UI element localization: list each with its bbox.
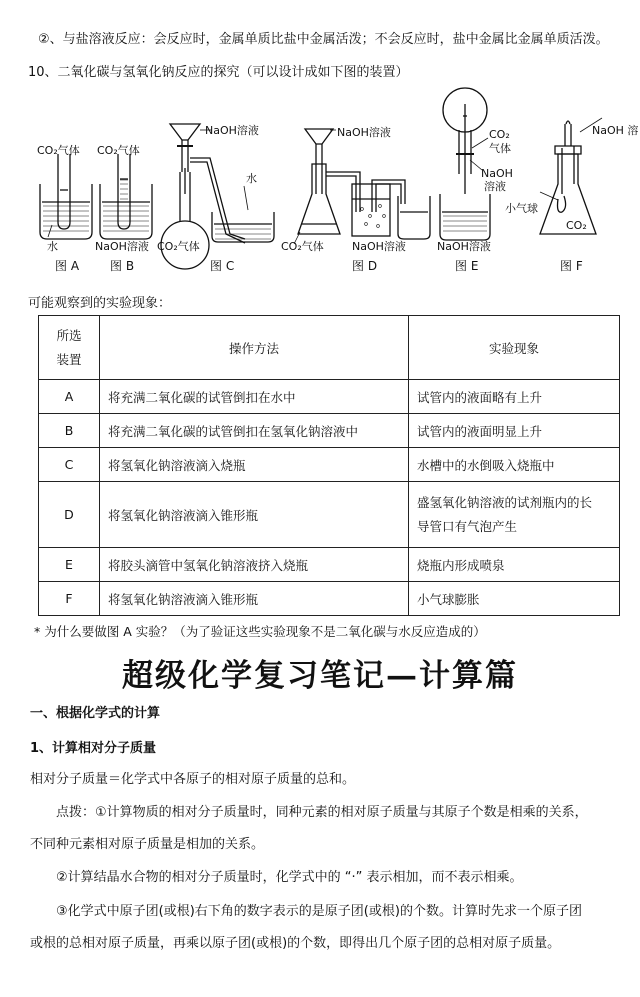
figure-b — [100, 154, 152, 239]
experiment-table — [38, 315, 620, 616]
fig-b-naoh-label: NaOH溶液 — [95, 240, 149, 253]
caption-fig-f: 图 F — [560, 259, 583, 273]
fig-e-co2-label: CO₂ — [489, 128, 510, 141]
subsection-heading: 1、计算相对分子质量 — [30, 741, 157, 756]
fig-c-water-label: 水 — [246, 172, 257, 185]
row-method: 将氢氧化钠溶液滴入烧瓶 — [100, 448, 409, 482]
tip-paragraph-2: ②计算结晶水合物的相对分子质量时，化学式中的 “·” 表示相加，而不表示相乘。 — [56, 870, 523, 885]
row-phenomenon: 试管内的液面明显上升 — [409, 414, 620, 448]
tip-paragraph-1-cont: 不同种元素相对原子质量是相加的关系。 — [30, 837, 265, 852]
fig-e-sol-label: 溶液 — [484, 180, 506, 193]
fig-d-naoh-bottle-label: NaOH溶液 — [352, 240, 406, 253]
header-device — [39, 316, 100, 380]
table-header-row — [39, 316, 620, 380]
definition-text: 相对分子质量＝化学式中各原子的相对原子质量的总和。 — [30, 772, 356, 787]
fig-f-balloon-label: 小气球 — [505, 202, 538, 215]
row-device: A — [39, 380, 100, 414]
header-device-line1: 所选 — [56, 327, 82, 343]
row-phenomenon: 烧瓶内形成喷泉 — [409, 548, 620, 582]
header-phenomenon: 实验现象 — [409, 316, 620, 380]
table-row — [39, 448, 620, 482]
row-phenomenon: 小气球膨胀 — [409, 582, 620, 616]
fig-d-co2-label: CO₂气体 — [281, 240, 324, 253]
fig-c-co2-label: CO₂气体 — [157, 240, 200, 253]
caption-fig-e: 图 E — [455, 259, 479, 273]
figure-a-note: * 为什么要做图 A 实验？（为了验证这些实验现象不是二氧化碳与水反应造成的） — [34, 624, 486, 639]
tip-paragraph-3-cont: 或根的总相对原子质量，再乘以原子团(或根)的个数，即得出几个原子团的总相对原子质量。 — [30, 936, 561, 951]
row-phenomenon-line2: 导管口有气泡产生 — [417, 518, 518, 534]
table-row — [39, 414, 620, 448]
caption-fig-b: 图 B — [110, 259, 135, 273]
tip-paragraph-1: 点拨：①计算物质的相对分子质量时，同种元素的相对原子质量与其原子个数是相乘的关系， — [56, 805, 588, 820]
row-phenomenon: 试管内的液面略有上升 — [409, 380, 620, 414]
row-device: B — [39, 414, 100, 448]
table-row — [39, 380, 620, 414]
fig-a-co2-label: CO₂气体 — [37, 144, 80, 157]
caption-fig-a: 图 A — [55, 259, 80, 273]
fig-f-co2-label: CO₂ — [566, 219, 587, 232]
row-phenomenon — [409, 482, 620, 548]
row-method: 将充满二氧化碳的试管倒扣在氢氧化钠溶液中 — [100, 414, 409, 448]
header-method: 操作方法 — [100, 316, 409, 380]
page-title: 超级化学复习笔记—计算篇 — [122, 658, 518, 694]
figure-d — [294, 129, 430, 244]
row-device: C — [39, 448, 100, 482]
section-heading: 一、根据化学式的计算 — [30, 706, 161, 721]
table-row — [39, 582, 620, 616]
fig-b-co2-label: CO₂气体 — [97, 144, 140, 157]
table-row — [39, 548, 620, 582]
tip-paragraph-3: ③化学式中原子团(或根)右下角的数字表示的是原子团(或根)的个数。计算时先求一个原子团 — [56, 904, 582, 919]
row-device: D — [39, 482, 100, 548]
row-method: 将氢氧化钠溶液滴入锥形瓶 — [100, 582, 409, 616]
table-row — [39, 482, 620, 548]
fig-c-naoh-label: NaOH溶液 — [205, 124, 259, 137]
header-device-line2: 装置 — [56, 351, 82, 367]
apparatus-figures — [0, 84, 640, 284]
caption-fig-c: 图 C — [210, 259, 235, 273]
experiment-10-heading: 10、二氧化碳与氢氧化钠反应的探究（可以设计成如下图的装置） — [28, 65, 409, 80]
row-device: F — [39, 582, 100, 616]
row-method: 将氢氧化钠溶液滴入锥形瓶 — [100, 482, 409, 548]
caption-fig-d: 图 D — [352, 259, 378, 273]
salt-reaction-note: ②、与盐溶液反应：会反应时，金属单质比盐中金属活泼；不会反应时，盐中金属比金属单质活泼。 — [38, 32, 609, 47]
fig-e-gas-label: 气体 — [489, 142, 511, 155]
fig-d-naoh-label: NaOH溶液 — [337, 126, 391, 139]
row-method: 将充满二氧化碳的试管倒扣在水中 — [100, 380, 409, 414]
fig-e-naoh-label: NaOH — [481, 167, 513, 180]
row-phenomenon-line1: 盛氢氧化钠溶液的试剂瓶内的长 — [417, 494, 593, 510]
figure-e — [440, 88, 490, 240]
fig-a-water-label: 水 — [47, 240, 58, 253]
row-phenomenon: 水槽中的水倒吸入烧瓶中 — [409, 448, 620, 482]
figure-a — [40, 154, 92, 239]
observe-intro: 可能观察到的实验现象： — [28, 296, 172, 311]
fig-f-naoh-label: NaOH 溶 — [592, 124, 639, 137]
row-method: 将胶头滴管中氢氧化钠溶液挤入烧瓶 — [100, 548, 409, 582]
fig-e-naoh-bath-label: NaOH溶液 — [437, 240, 491, 253]
row-device: E — [39, 548, 100, 582]
